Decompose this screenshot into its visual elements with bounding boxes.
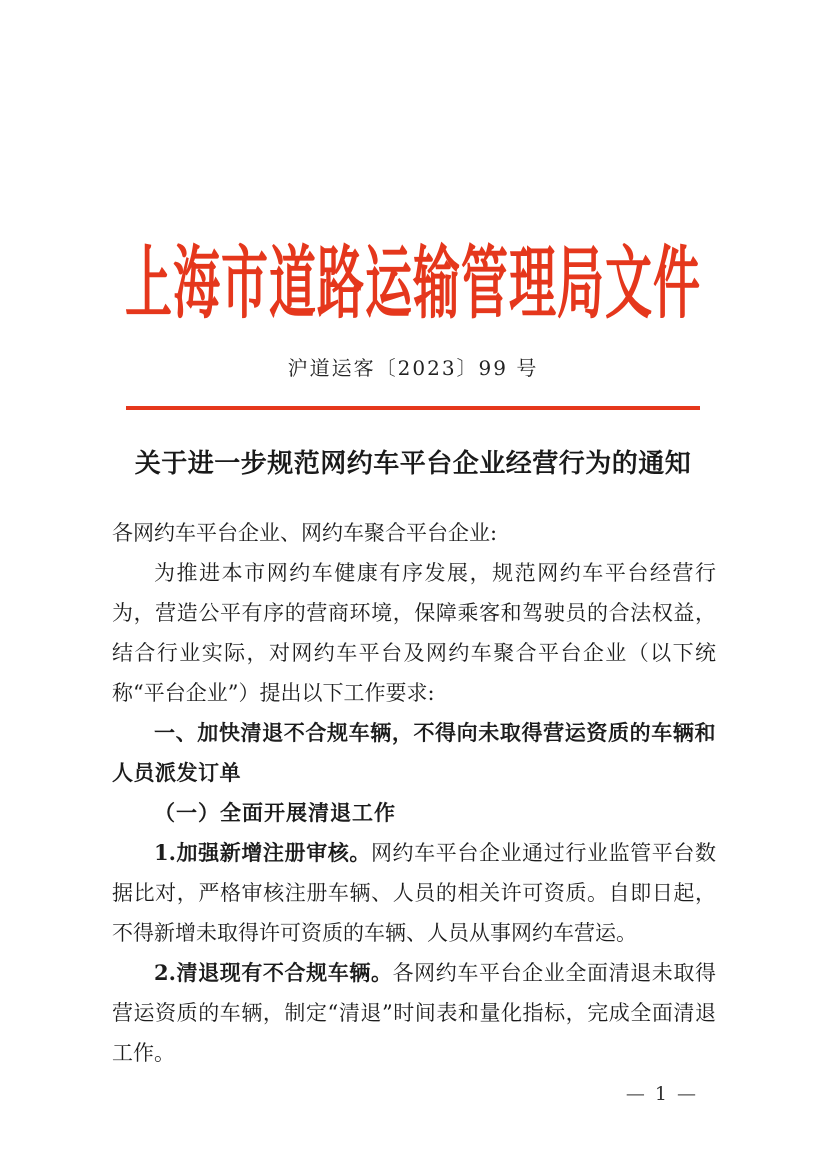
page-number-left-dash: — <box>625 1083 647 1105</box>
section-1-heading: 一、加快清退不合规车辆，不得向未取得营运资质的车辆和人员派发订单 <box>112 721 716 785</box>
page-number <box>626 1083 698 1105</box>
salutation: 各网约车平台企业、网约车聚合平台企业: <box>112 521 498 545</box>
notice-title: 关于进一步规范网约车平台企业经营行为的通知 <box>134 449 692 479</box>
section-1-subheading-1: （一）全面开展清退工作 <box>154 800 396 825</box>
doc-number: 沪道运客〔2023〕99 号 <box>287 356 539 380</box>
masthead <box>0 236 826 330</box>
item-1-paragraph <box>112 833 716 953</box>
agency-title: 上海市道路运输管理局文件 <box>125 237 701 330</box>
red-divider-line <box>126 406 700 410</box>
item-1-text: 网约车平台企业通过行业监管平台数据比对，严格审核注册车辆、人员的相关许可资质。自即日起，不得新增未取得许可资质的车辆、人员从事网约车营运。 <box>112 841 716 945</box>
intro-paragraph: 为推进本市网约车健康有序发展，规范网约车平台经营行为，营造公平有序的营商环境，保障乘客和驾驶员的合法权益，结合行业实际，对网约车平台及网约车聚合平台企业（以下统称“平台企业”）提出以下工作要求: <box>112 561 716 705</box>
item-2-text: 各网约车平台企业全面清退未取得营运资质的车辆，制定“清退”时间表和量化指标，完成全面清退工作。 <box>112 961 716 1065</box>
item-2-paragraph <box>112 953 716 1073</box>
item-2-lead: 2.清退现有不合规车辆。 <box>154 960 393 985</box>
item-1-lead: 1.加强新增注册审核。 <box>154 840 371 865</box>
document-body <box>112 513 716 1073</box>
page-number-right-dash: — <box>677 1083 698 1105</box>
page-number-value: 1 <box>654 1083 669 1105</box>
